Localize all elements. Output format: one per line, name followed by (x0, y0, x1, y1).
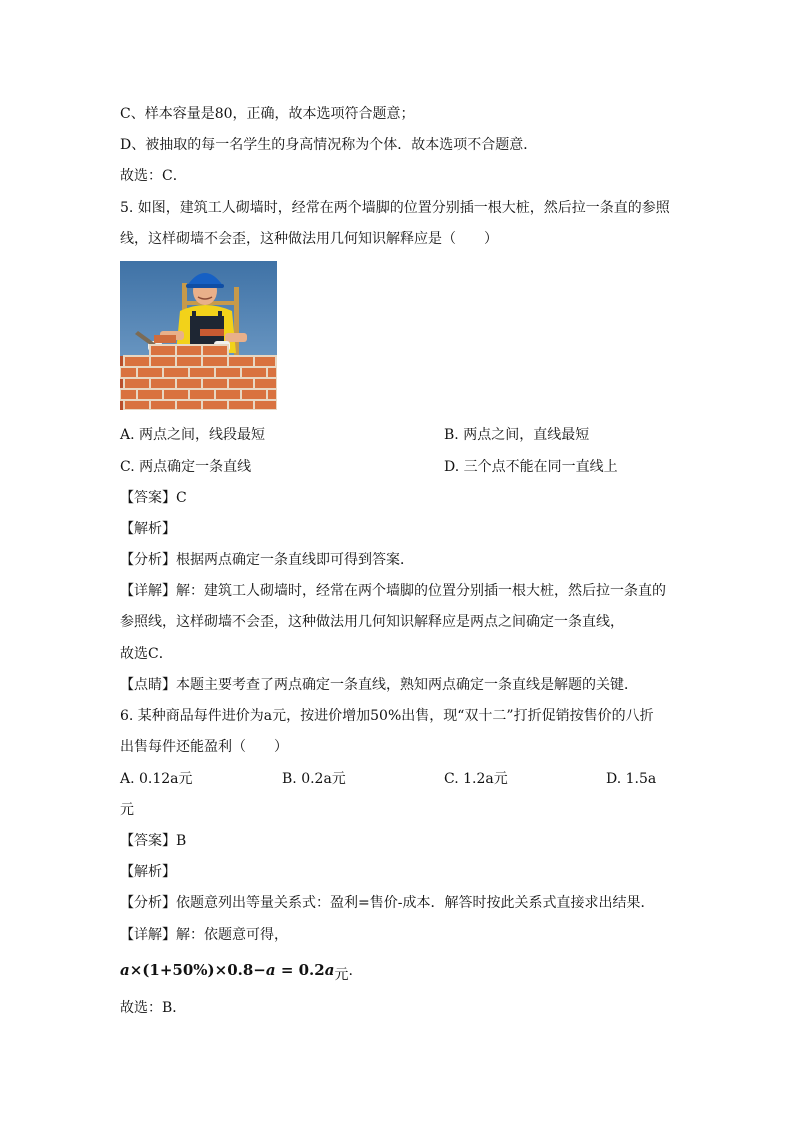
q6-fenxi: 【分析】依题意列出等量关系式：盈利=售价-成本．解答时按此关系式直接求出结果． (120, 895, 655, 911)
text-line-c: C、样本容量是80，正确，故本选项符合题意； (120, 106, 415, 122)
q6-stem-line1: 6. 某种商品每件进价为a元，按进价增加50%出售，现“双十二”打折促销按售价的八折 (120, 708, 654, 724)
text-line-d: D、被抽取的每一名学生的身高情况称为个体．故本选项不合题意． (120, 137, 538, 153)
q6-option-c: C. 1.2a元 (444, 771, 508, 787)
q5-option-b: B. 两点之间，直线最短 (444, 427, 590, 443)
bricklayer-photo (120, 261, 277, 410)
q6-option-d: D. 1.5a (606, 771, 657, 787)
q6-stem-line2: 出售每件还能盈利（ ） (120, 739, 288, 755)
q5-answer: 【答案】C (120, 490, 187, 506)
q5-stem-line2: 线，这样砌墙不会歪，这种做法用几何知识解释应是（ ） (120, 231, 498, 247)
q5-option-a: A. 两点之间，线段最短 (120, 427, 266, 443)
q5-detail-line1: 【详解】解：建筑工人砌墙时，经常在两个墙脚的位置分别插一根大桩，然后拉一条直的 (120, 583, 666, 599)
q5-option-d: D. 三个点不能在同一直线上 (444, 459, 618, 475)
formula-var-a: a (324, 961, 335, 979)
q5-choose: 故选C． (120, 646, 173, 662)
formula-equals: = 0.2 (275, 961, 325, 979)
q6-option-d-wrap: 元 (120, 802, 134, 818)
formula-unit: 元 (334, 967, 349, 983)
q6-choose: 故选：B． (120, 1000, 187, 1016)
q6-option-a: A. 0.12a元 (120, 771, 193, 787)
q6-analysis-heading: 【解析】 (120, 864, 176, 880)
formula-period: . (348, 963, 353, 979)
q5-detail-line2: 参照线，这样砌墙不会歪，这种做法用几何知识解释应是两点之间确定一条直线， (120, 614, 624, 630)
q6-option-b: B. 0.2a元 (282, 771, 346, 787)
q6-detail: 【详解】解：依题意可得， (120, 927, 288, 943)
q5-analysis-heading: 【解析】 (120, 521, 176, 537)
q5-fenxi: 【分析】根据两点确定一条直线即可得到答案． (120, 552, 414, 568)
q5-dianjing: 【点睛】本题主要考查了两点确定一条直线，熟知两点确定一条直线是解题的关键． (120, 677, 638, 693)
formula-var-a: a (120, 961, 130, 979)
text-line-choose-c: 故选：C． (120, 168, 187, 184)
q5-stem-line1: 5. 如图，建筑工人砌墙时，经常在两个墙脚的位置分别插一根大桩，然后拉一条直的参照 (120, 200, 670, 216)
formula-var-a: a (265, 961, 276, 979)
q6-answer: 【答案】B (120, 833, 187, 849)
formula-middle: ×(1+50%)×0.8− (129, 961, 266, 979)
q5-option-c: C. 两点确定一条直线 (120, 459, 252, 475)
q6-formula (120, 960, 353, 983)
